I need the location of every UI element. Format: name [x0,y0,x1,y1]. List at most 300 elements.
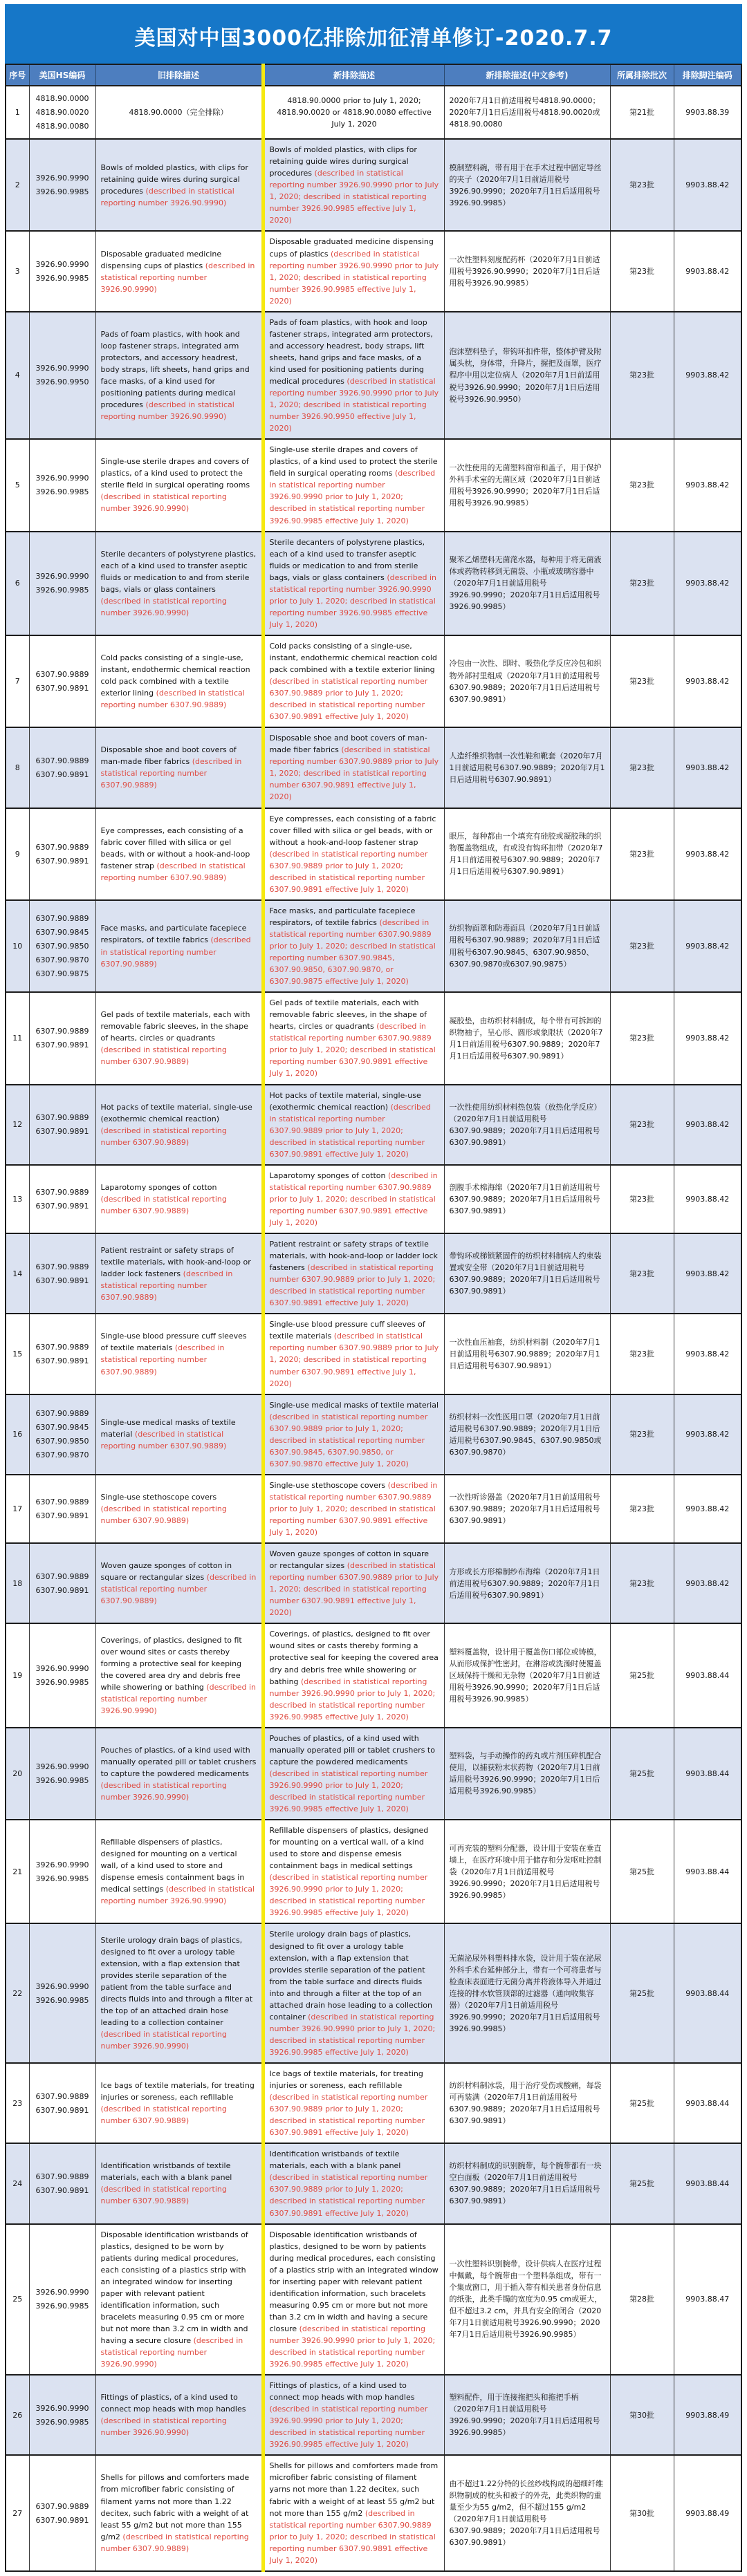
description-text: Refillable dispensers of plastics, designed for mounting on a vertical wall, of a kind used to store and dispense emesis containment bags in medical settings [269,1826,429,1871]
cell-batch: 第23批 [610,1543,674,1623]
cell-old-desc [95,532,263,635]
hs-code: 6307.90.9891 [35,2105,89,2115]
cell-footnote-code: 9903.88.42 [674,1233,741,1314]
cell-old-desc [95,139,263,231]
cell-index: 6 [6,532,29,635]
reporting-number-note: (described in statistical reporting number 6307.90.9889) [100,2185,227,2206]
reporting-number-note: (described in statistical reporting number 3926.90.9990 prior to July 1, 2020; described in statistical reporting number 3926.90.9985 effective July 1, 2020) [269,1873,428,1918]
description-text: Disposable shoe and boot covers of man-made fiber fabrics [269,734,427,755]
description-text: Hot packs of textile material, single-use (exothermic chemical reaction) [269,1090,421,1112]
hs-code: 6307.90.9889 [35,1187,89,1197]
cell-batch: 第21批 [610,86,674,139]
cell-new-desc [263,1728,444,1820]
hs-code: 6307.90.9891 [35,856,89,866]
reporting-number-note: (described in statistical reporting number 6307.90.9889) [100,1045,227,1067]
header-row [6,64,741,86]
cell-hs-codes [29,1233,95,1314]
reporting-number-note: (described in statistical reporting number 3926.90.9990) [100,1683,256,1716]
reporting-number-note: (described in statistical reporting number 6307.90.9889 prior to July 1, 2020; described in statistical reporting number 6307.90.9845, 6307.90.9850, or 6307.90.9870 effective July 1, 2020) [269,1412,428,1468]
hs-code: 6307.90.9850 [35,1437,89,1446]
cell-hs-codes [29,1623,95,1727]
cell-batch: 第23批 [610,1165,674,1233]
cell-hs-codes [29,900,95,992]
description-text: Woven gauze sponges of cotton in square or rectangular sizes [100,1561,232,1583]
cell-new-desc [263,900,444,992]
cell-index: 12 [6,1085,29,1165]
reporting-number-note: (described in statistical reporting number 6307.90.9889) [100,861,246,882]
description-text: Pouches of plastics, of a kind used with manually operated pill or tablet crushers to capture the powdered medicaments [269,1733,435,1766]
table-row [6,2063,741,2143]
cell-footnote-code: 9903.88.42 [674,312,741,439]
cell-old-desc [95,1085,263,1165]
hs-code: 6307.90.9870 [35,1450,89,1460]
reporting-number-note: (described in statistical reporting number 6307.90.9889 prior to July 1, 2020; described in statistical reporting number 6307.90.9891 effective July 1, 2020) [269,1263,436,1308]
cell-footnote-code: 9903.88.49 [674,2375,741,2455]
hs-code: 3926.90.9985 [35,487,89,497]
cell-new-desc [263,1820,444,1923]
description-text: Sterile urology drain bags of plastics, designed to fit over a urology table extension, with a flap extension that provides sterile separation of the patient from the table surface and directs fluids into and through a filter at the top of an attached drain hose leading to a collection container [100,1935,253,2028]
cell-cn-desc: 塑料袋，与手动操作的药丸或片剂压碎机配合使用，以捕获粉末状药物（2020年7月1日前适用税号3926.90.9990；2020年7月1日后适用税号3926.90.9985） [444,1728,610,1820]
description-text: Disposable identification wristbands of plastics, designed to be worn by patients during medical procedures, each consisting of a plastics strip with an integrated window for inserting paper with relevant patient identification information, such bracelets measuring 0.95 cm or more but not more than 3.2 cm in width and having a secure closure [269,2230,439,2333]
cell-index: 11 [6,992,29,1084]
cell-cn-desc: 凝胶垫，由纺织材料制成，每个带有可拆卸的织物袖子，呈心形、圆形或象限状（2020年7月1日前适用税号6307.90.9889；2020年7月1日后适用税号6307.90.9891） [444,992,610,1084]
cell-new-desc [263,2224,444,2376]
cell-footnote-code: 9903.88.44 [674,2063,741,2143]
hs-code: 3926.90.9985 [35,1874,89,1883]
cell-hs-codes [29,231,95,311]
cell-batch: 第30批 [610,2375,674,2455]
cell-footnote-code: 9903.88.47 [674,2224,741,2376]
cell-hs-codes [29,1923,95,2063]
cell-index: 15 [6,1314,29,1394]
cell-batch: 第23批 [610,992,674,1084]
cell-old-desc [95,439,263,531]
hs-code: 3926.90.9990 [35,1981,89,1991]
cell-batch: 第25批 [610,2063,674,2143]
cell-footnote-code: 9903.88.42 [674,1085,741,1165]
hs-code: 3926.90.9990 [35,260,89,270]
cell-cn-desc: 模制塑料碗，带有用于在手术过程中固定导丝的夹子（2020年7月1日前适用税号3926.90.9990；2020年7月1日后适用税号3926.90.9985） [444,139,610,231]
reporting-number-note: (described in statistical reporting number 3926.90.9990) [100,2335,243,2369]
cell-old-desc [95,231,263,311]
cell-index: 19 [6,1623,29,1727]
hs-code: 3926.90.9990 [35,2403,89,2413]
reporting-number-note: (described in statistical reporting number 6307.90.9889) [100,2532,249,2553]
cell-cn-desc: 带钩环或梯锁紧固件的纺织材料制病人约束装置或安全带（2020年7月1日前适用税号6307.90.9889；2020年7月1日后适用税号6307.90.9891） [444,1233,610,1314]
cell-footnote-code: 9903.88.42 [674,1543,741,1623]
cell-cn-desc: 剖腹手术棉海绵（2020年7月1日前适用税号6307.90.9889；2020年7月1日后适用税号6307.90.9891） [444,1165,610,1233]
cell-footnote-code: 9903.88.42 [674,1475,741,1543]
hs-code: 6307.90.9889 [35,913,89,923]
reporting-number-note: (described in statistical reporting number 6307.90.9889) [100,689,245,710]
cell-batch: 第28批 [610,2224,674,2376]
cell-index: 13 [6,1165,29,1233]
reporting-number-note: (described in statistical reporting number 3926.90.9990 prior to July 1, 2020; described in statistical reporting number 3926.90.9985 effective July 1, 2020) [269,469,436,525]
description-text: Single-use medical masks of textile material [269,1400,439,1410]
hs-code: 3926.90.9990 [35,364,89,373]
table-row [6,1165,741,1233]
reporting-number-note: (described in statistical reporting number 6307.90.9889 prior to July 1, 2020; described in statistical reporting number 6307.90.9891 effective July 1, 2020) [269,1022,436,1079]
cell-footnote-code: 9903.88.42 [674,532,741,635]
description-text: Shells for pillows and comforters made from microfiber fabric consisting of filament yarns not more than 1.22 decitex, such fabric with a weight of at least 55 g/m2 but not more than 155 g/m2 [269,2461,439,2518]
description-text: Single-use blood pressure cuff sleeves of textile materials [100,1332,247,1353]
hs-code: 4818.90.0020 [35,108,89,118]
cell-old-desc [95,992,263,1084]
hs-code: 6307.90.9891 [35,1127,89,1137]
cell-index: 25 [6,2224,29,2376]
col-header-new-desc: 新排除描述 [263,64,444,86]
cell-batch: 第23批 [610,312,674,439]
cell-footnote-code: 9903.88.49 [674,2455,741,2570]
table-row [6,1728,741,1820]
reporting-number-note: (described in statistical reporting number 3926.90.9990) [100,400,234,422]
exclusion-table [5,64,742,2572]
hs-code: 3926.90.9990 [35,174,89,183]
cell-batch: 第23批 [610,139,674,231]
cell-hs-codes [29,312,95,439]
hs-code: 3926.90.9950 [35,377,89,387]
cell-footnote-code: 9903.88.42 [674,992,741,1084]
cell-hs-codes [29,1820,95,1923]
hs-code: 6307.90.9889 [35,1027,89,1036]
reporting-number-note: (described in statistical reporting number 6307.90.9889 prior to July 1, 2020; described in statistical reporting number 6307.90.9891 effective July 1, 2020) [269,1170,438,1227]
cell-old-desc [95,1623,263,1727]
cell-footnote-code: 9903.88.42 [674,635,741,727]
reporting-number-note: (described in statistical reporting number 6307.90.9889) [100,935,251,969]
cell-cn-desc: 由不超过1.22分特的长丝纱线构成的超细纤维织物制成的枕头和被子的外壳，此类织物的重量至少为55 g/m2，但不超过155 g/m2（2020年7月1日前适用税号6307.90.9889；2020年7月1日后适用税号6307.90.9891） [444,2455,610,2570]
description-text: Face masks, and particulate facepiece respirators, of textile fabrics [100,924,247,945]
table-row [6,808,741,900]
hs-code: 6307.90.9889 [35,1113,89,1123]
reporting-number-note: (described in statistical reporting number 6307.90.9889) [100,1126,227,1147]
cell-new-desc [263,1475,444,1543]
description-text: Bowls of molded plastics, with clips for retaining guide wires during surgical procedures [100,162,248,196]
table-row [6,2224,741,2376]
cell-cn-desc: 一次性血压袖套，纺织材料制（2020年7月1日前适用税号6307.90.9889；2020年7月1日后适用税号6307.90.9891） [444,1314,610,1394]
cell-batch: 第25批 [610,2143,674,2223]
cell-cn-desc: 可再充装的塑料分配器，设计用于安装在垂直墙上，在医疗环境中用于储存和分发呕吐控制袋（2020年7月1日前适用税号3926.90.9990；2020年7月1日后适用税号3926.90.9985） [444,1820,610,1923]
reporting-number-note: (described in statistical reporting number 6307.90.9889 prior to July 1, 2020; described in statistical reporting number 6307.90.9891 effective July 1, 2020) [269,1332,439,1388]
cell-new-desc [263,992,444,1084]
cell-cn-desc: 眼压，每种都由一个填充有硅胶或凝胶珠的织物覆盖物组成，有或没有钩环扣带（2020年7月1日前适用税号6307.90.9889；2020年7月1日后适用税号6307.90.9891） [444,808,610,900]
hs-code: 3926.90.9985 [35,586,89,595]
cell-new-desc [263,2375,444,2455]
col-header-batch: 所属排除批次 [610,64,674,86]
cell-new-desc [263,231,444,311]
hs-code: 6307.90.9870 [35,955,89,965]
reporting-number-note: (described in statistical reporting number 6307.90.9889) [100,1430,227,1451]
cell-old-desc [95,1728,263,1820]
table-row [6,1475,741,1543]
hs-code: 6307.90.9889 [35,842,89,852]
table-row [6,312,741,439]
hs-code: 3926.90.9985 [35,274,89,283]
table-row [6,1085,741,1165]
reporting-number-note: (described in statistical reporting number 3926.90.9990 prior to July 1, 2020; described in statistical reporting number 3926.90.9985 effective July 1, 2020) [269,2405,428,2449]
cell-index: 22 [6,1923,29,2063]
cell-old-desc [95,635,263,727]
hs-code: 6307.90.9889 [35,1262,89,1271]
cell-old-desc [95,2063,263,2143]
cell-cn-desc: 一次性塑料识别腕带，设计供病人在医疗过程中佩戴，每个腕带由一个塑料条组成，带有一个集成窗口，用于插入带有相关患者身份信息的纸张，此类手镯的宽度为0.95 cm或更大，但不超过3.2 cm，并具有安全的闭合（2020年7月1日前适用税号3926.90.9990；2020年7月1日后适用税号3926.90.9985） [444,2224,610,2376]
hs-code: 3926.90.9990 [35,2288,89,2297]
cell-index: 2 [6,139,29,231]
cell-cn-desc: 一次性听诊器盖（2020年7月1日前适用税号6307.90.9889；2020年7月1日后适用税号6307.90.9891） [444,1475,610,1543]
cell-old-desc [95,86,263,139]
hs-code: 6307.90.9850 [35,942,89,951]
cell-batch: 第23批 [610,1475,674,1543]
reporting-number-note: (described in statistical reporting number 3926.90.9990) [100,596,227,617]
hs-code: 6307.90.9891 [35,2185,89,2195]
cell-cn-desc: 一次性使用的无菌塑料窗帘和盖子，用于保护外科手术室的无菌区域（2020年7月1日前适用税号3926.90.9990；2020年7月1日后适用税号3926.90.9985） [444,439,610,531]
cell-new-desc [263,312,444,439]
hs-code: 3926.90.9990 [35,1860,89,1869]
cell-hs-codes [29,439,95,531]
reporting-number-note: (described in statistical reporting number 3926.90.9990) [100,1885,255,1906]
cell-old-desc [95,2375,263,2455]
reporting-number-note: (described in statistical reporting number 6307.90.9889 prior to July 1, 2020; described in statistical reporting number 6307.90.9891 effective July 1, 2020) [269,745,439,802]
table-row [6,2375,741,2455]
cell-hs-codes [29,86,95,139]
cell-footnote-code: 9903.88.42 [674,727,741,808]
cell-hs-codes [29,532,95,635]
hs-code: 4818.90.0000 [35,94,89,103]
cell-new-desc [263,439,444,531]
cell-hs-codes [29,1394,95,1475]
reporting-number-note: (described in statistical reporting number 6307.90.9889 prior to July 1, 2020; described in statistical reporting number 6307.90.9891 effective July 1, 2020) [269,1480,438,1538]
cell-new-desc [263,1085,444,1165]
reporting-number-note: (described in statistical reporting number 3926.90.9990) [100,492,227,514]
table-row [6,1623,741,1727]
cell-footnote-code: 9903.88.44 [674,1623,741,1727]
hs-code: 3926.90.9985 [35,1678,89,1688]
cell-hs-codes [29,2063,95,2143]
description-text: Refillable dispensers of plastics, designed for mounting on a vertical wall, of a kind used to store and dispense emesis containment bags in medical settings [100,1838,245,1894]
description-text: Sterile urology drain bags of plastics, designed to fit over a urology table extension, with a flap extension that provides sterile separation of the patient from the table surface and directs fluids into and through a filter at the top of an attached drain hose leading to a collection container [269,1930,432,2022]
description-text: Ice bags of textile materials, for treating injuries or soreness, each refillable [100,2081,255,2102]
hs-code: 3926.90.9985 [35,187,89,197]
reporting-number-note: (described in statistical reporting number 3926.90.9990 prior to July 1, 2020; described in statistical reporting number 3926.90.9985 effective July 1, 2020) [269,249,439,306]
col-header-footnote-code: 排除脚注编码 [674,64,741,86]
cell-hs-codes [29,2224,95,2376]
col-header-hs-code: 美国HS编码 [29,64,95,86]
hs-code: 3926.90.9990 [35,474,89,483]
cell-cn-desc: 2020年7月1日前适用税号4818.90.0000；2020年7月1日后适用税号4818.90.0020或4818.90.0080 [444,86,610,139]
cell-footnote-code: 9903.88.42 [674,231,741,311]
reporting-number-note: (described in statistical reporting number 3926.90.9990) [100,2416,227,2438]
table-row [6,532,741,635]
reporting-number-note: (described in statistical reporting number 3926.90.9990 prior to July 1, 2020; described in statistical reporting number 3926.90.9985 effective July 1, 2020) [269,2324,436,2369]
hs-code: 6307.90.9875 [35,969,89,979]
cell-index: 21 [6,1820,29,1923]
cell-batch: 第30批 [610,2455,674,2570]
table-row [6,1820,741,1923]
cell-cn-desc: 塑料配件，用于连接拖把头和拖把手柄（2020年7月1日前适用税号3926.90.9990；2020年7月1日后适用税号3926.90.9985） [444,2375,610,2455]
description-text: Coverings, of plastics, designed to fit over wound sites or casts thereby forming a protective seal for keeping the covered area dry and debris free while showering or bathing [269,1630,439,1686]
cell-index: 5 [6,439,29,531]
cell-hs-codes [29,635,95,727]
cell-batch: 第23批 [610,231,674,311]
cell-index: 10 [6,900,29,992]
cell-index: 7 [6,635,29,727]
description-text: Shells for pillows and comforters made from microfiber fabric consisting of filament yarns not more than 1.22 decitex, such fabric with a weight of at least 55 g/m2 but not more than 155 g/m2 [100,2473,250,2541]
cell-old-desc [95,2143,263,2223]
cell-new-desc [263,635,444,727]
description-text: Ice bags of textile materials, for treating injuries or soreness, each refillable [269,2069,423,2091]
cell-cn-desc: 塑料覆盖物，设计用于覆盖伤口部位或铸模，从而形成保护性密封，在淋浴或洗澡时使覆盖区域保持干燥和无杂物（2020年7月1日前适用税号3926.90.9990；2020年7月1日后适用税号3926.90.9985） [444,1623,610,1727]
cell-old-desc [95,727,263,808]
table-row [6,900,741,992]
cell-index: 18 [6,1543,29,1623]
cell-batch: 第23批 [610,1085,674,1165]
cell-index: 3 [6,231,29,311]
reporting-number-note: (described in statistical reporting number 6307.90.9889 prior to July 1, 2020; described in statistical reporting number 6307.90.9891 effective July 1, 2020) [269,1561,439,1618]
table-row [6,86,741,139]
hs-code: 6307.90.9891 [35,1511,89,1520]
hs-code: 6307.90.9889 [35,2501,89,2511]
cell-old-desc [95,1820,263,1923]
description-text: Disposable graduated medicine dispensing cups of plastics [269,237,434,259]
table-row [6,727,741,808]
cell-new-desc [263,2455,444,2570]
table-row [6,635,741,727]
cell-footnote-code: 9903.88.42 [674,439,741,531]
description-text: Fittings of plastics, of a kind used to connect mop heads with mop handles [100,2393,246,2414]
description-text: Patient restraint or safety straps of textile materials, with hook-and-loop or ladder lock fasteners [100,1245,251,1278]
cell-cn-desc: 一次性使用纺织材料热包装（放热化学反应）（2020年7月1日前适用税号6307.90.9889；2020年7月1日后适用税号6307.90.9891） [444,1085,610,1165]
cell-new-desc [263,1923,444,2063]
hs-code: 3926.90.9990 [35,572,89,581]
cell-index: 1 [6,86,29,139]
cell-cn-desc: 纺织材料制冰袋，用于治疗受伤或酸痛，每袋可再装满（2020年7月1日前适用税号6307.90.9889；2020年7月1日后适用税号6307.90.9891） [444,2063,610,2143]
cell-index: 14 [6,1233,29,1314]
cell-old-desc [95,900,263,992]
cell-old-desc [95,2455,263,2570]
table-row [6,2143,741,2223]
table-row [6,992,741,1084]
description-text: Single-use sterile drapes and covers of plastics, of a kind used to protect the sterile field in surgical operating rooms [100,457,250,490]
description-text: Cold packs consisting of a single-use, instant, endothermic chemical reaction cold pack combined with a textile exterior lining [269,641,437,675]
cell-footnote-code: 9903.88.44 [674,1923,741,2063]
hs-code: 6307.90.9889 [35,1497,89,1506]
description-text: Eye compresses, each consisting of a fabric cover filled with silica or gel beads, with or without a hook-and-loop fastener strap [100,825,250,870]
cell-hs-codes [29,1085,95,1165]
cell-footnote-code: 9903.88.44 [674,1820,741,1923]
cell-old-desc [95,2224,263,2376]
hs-code: 6307.90.9889 [35,2091,89,2101]
description-text: Fittings of plastics, of a kind used to connect mop heads with mop handles [269,2381,415,2402]
cell-batch: 第23批 [610,1394,674,1475]
cell-hs-codes [29,1543,95,1623]
cell-hs-codes [29,2455,95,2570]
hs-code: 6307.90.9891 [35,1040,89,1050]
hs-code: 6307.90.9889 [35,1571,89,1581]
cell-hs-codes [29,1314,95,1394]
hs-code: 6307.90.9891 [35,1276,89,1285]
cell-hs-codes [29,727,95,808]
cell-new-desc [263,1233,444,1314]
cell-footnote-code: 9903.88.42 [674,139,741,231]
description-text: Pouches of plastics, of a kind used with manually operated pill or tablet crushers to capture the powdered medicaments [100,1745,257,1778]
cell-old-desc [95,1923,263,2063]
cell-old-desc [95,808,263,900]
cell-new-desc [263,2063,444,2143]
cell-hs-codes [29,139,95,231]
description-text: Identification wristbands of textile materials, each with a blank panel [100,2161,232,2183]
description-text: Cold packs consisting of a single-use, instant, endothermic chemical reaction cold pack combined with a textile exterior lining [100,653,250,698]
cell-old-desc [95,312,263,439]
cell-cn-desc: 冷包由一次性、即时、吸热化学反应冷包和织物外部衬里组成（2020年7月1日前适用税号6307.90.9889；2020年7月1日后适用税号6307.90.9891） [444,635,610,727]
description-text: Patient restraint or safety straps of textile materials, with hook-and-loop or ladder lock fasteners [269,1240,438,1273]
cell-batch: 第23批 [610,1314,674,1394]
description-text: 4818.90.0000 prior to July 1, 2020; 4818.90.0020 or 4818.90.0080 effective July 1, 2020 [277,96,432,129]
cell-new-desc [263,139,444,231]
cell-cn-desc: 纺织材料制成的识别腕带，每个腕带都有一块空白面板（2020年7月1日前适用税号6307.90.9889；2020年7月1日后适用税号6307.90.9891） [444,2143,610,2223]
cell-index: 27 [6,2455,29,2570]
description-text: Single-use blood pressure cuff sleeves of textile materials [269,1320,425,1341]
description-text: Laparotomy sponges of cotton [100,1182,217,1192]
description-text: Sterile decanters of polystyrene plastics, each of a kind used to transfer aseptic fluids or medication to and from sterile bags, vials or glass containers [269,537,425,582]
description-text: Bowls of molded plastics, with clips for retaining guide wires during surgical procedures [269,145,417,178]
hs-code: 6307.90.9889 [35,2172,89,2181]
description-text: Pads of foam plastics, with hook and loop fastener straps, integrated arm protectors, and accessory headrest, body straps, lift sheets, hand grips and face masks, of a kind used for positioning patients during medical procedures [269,317,433,386]
cell-footnote-code: 9903.88.44 [674,1728,741,1820]
reporting-number-note: (described in statistical reporting number 3926.90.9990) [100,1780,227,1802]
description-text: Identification wristbands of textile materials, each with a blank panel [269,2149,401,2171]
reporting-number-note: (described in statistical reporting number 6307.90.9889) [100,1573,257,1606]
table-row [6,1923,741,2063]
cell-footnote-code: 9903.88.42 [674,1394,741,1475]
reporting-number-note: (described in statistical reporting number 3926.90.9990 prior to July 1, 2020; described in statistical reporting number 3926.90.9985 effective July 1, 2020) [269,2012,436,2057]
table-row [6,1543,741,1623]
table-row [6,1394,741,1475]
cell-index: 16 [6,1394,29,1475]
hs-code: 6307.90.9889 [35,756,89,765]
hs-code: 6307.90.9889 [35,1409,89,1419]
description-text: 4818.90.0000（完全排除） [129,108,228,118]
cell-new-desc [263,1314,444,1394]
cell-cn-desc: 聚苯乙烯塑料无菌滗水器，每种用于将无菌液体或药物转移到无菌袋、小瓶或玻璃容器中（2020年7月1日前适用税号3926.90.9990；2020年7月1日后适用税号3926.90.9985） [444,532,610,635]
description-text: Eye compresses, each consisting of a fabric cover filled with silica or gel beads, with or without a hook-and-loop fastener strap [269,814,436,847]
cell-hs-codes [29,2143,95,2223]
cell-old-desc [95,1233,263,1314]
reporting-number-note: (described in statistical reporting number 6307.90.9889 prior to July 1, 2020; described in statistical reporting number 6307.90.9891 effective July 1, 2020) [269,677,428,722]
description-text: Hot packs of textile material, single-use (exothermic chemical reaction) [100,1102,252,1123]
cell-footnote-code: 9903.88.44 [674,2143,741,2223]
cell-index: 20 [6,1728,29,1820]
cell-index: 17 [6,1475,29,1543]
hs-code: 3926.90.9985 [35,1775,89,1785]
cell-batch: 第23批 [610,532,674,635]
reporting-number-note: (described in statistical reporting number 6307.90.9889) [100,757,242,790]
cell-hs-codes [29,808,95,900]
reporting-number-note: (described in statistical reporting number 6307.90.9889) [100,1504,227,1526]
reporting-number-note: (described in statistical reporting number 6307.90.9889 prior to July 1, 2020; described in statistical reporting number 6307.90.9891 effective July 1, 2020) [269,2173,428,2218]
reporting-number-note: (described in statistical reporting number 3926.90.9990) [100,2030,227,2051]
table-row [6,1314,741,1394]
description-text: Disposable graduated medicine dispensing cups of plastics [100,249,222,270]
cell-new-desc [263,808,444,900]
hs-code: 6307.90.9845 [35,927,89,937]
reporting-number-note: (described in statistical reporting number 3926.90.9990) [100,261,255,294]
cell-cn-desc: 无菌泌尿外科塑料排水袋，设计用于装在泌尿外科手术台延伸部分上，带有一个可将患者与检查床表面进行无菌分离并将液体导入并通过连接的排水软管顶部的过滤器（通向收集容器）（2020年7月1日前适用税号3926.90.9990；2020年7月1日后适用税号3926.90.9985） [444,1923,610,2063]
reporting-number-note: (described in statistical reporting number 3926.90.9990) [100,186,234,207]
cell-hs-codes [29,1165,95,1233]
cell-new-desc [263,86,444,139]
cell-cn-desc: 方形或长方形棉制纱布海绵（2020年7月1日前适用税号6307.90.9889；2020年7月1日后适用税号6307.90.9891） [444,1543,610,1623]
hs-code: 6307.90.9889 [35,1342,89,1352]
cell-new-desc [263,1165,444,1233]
